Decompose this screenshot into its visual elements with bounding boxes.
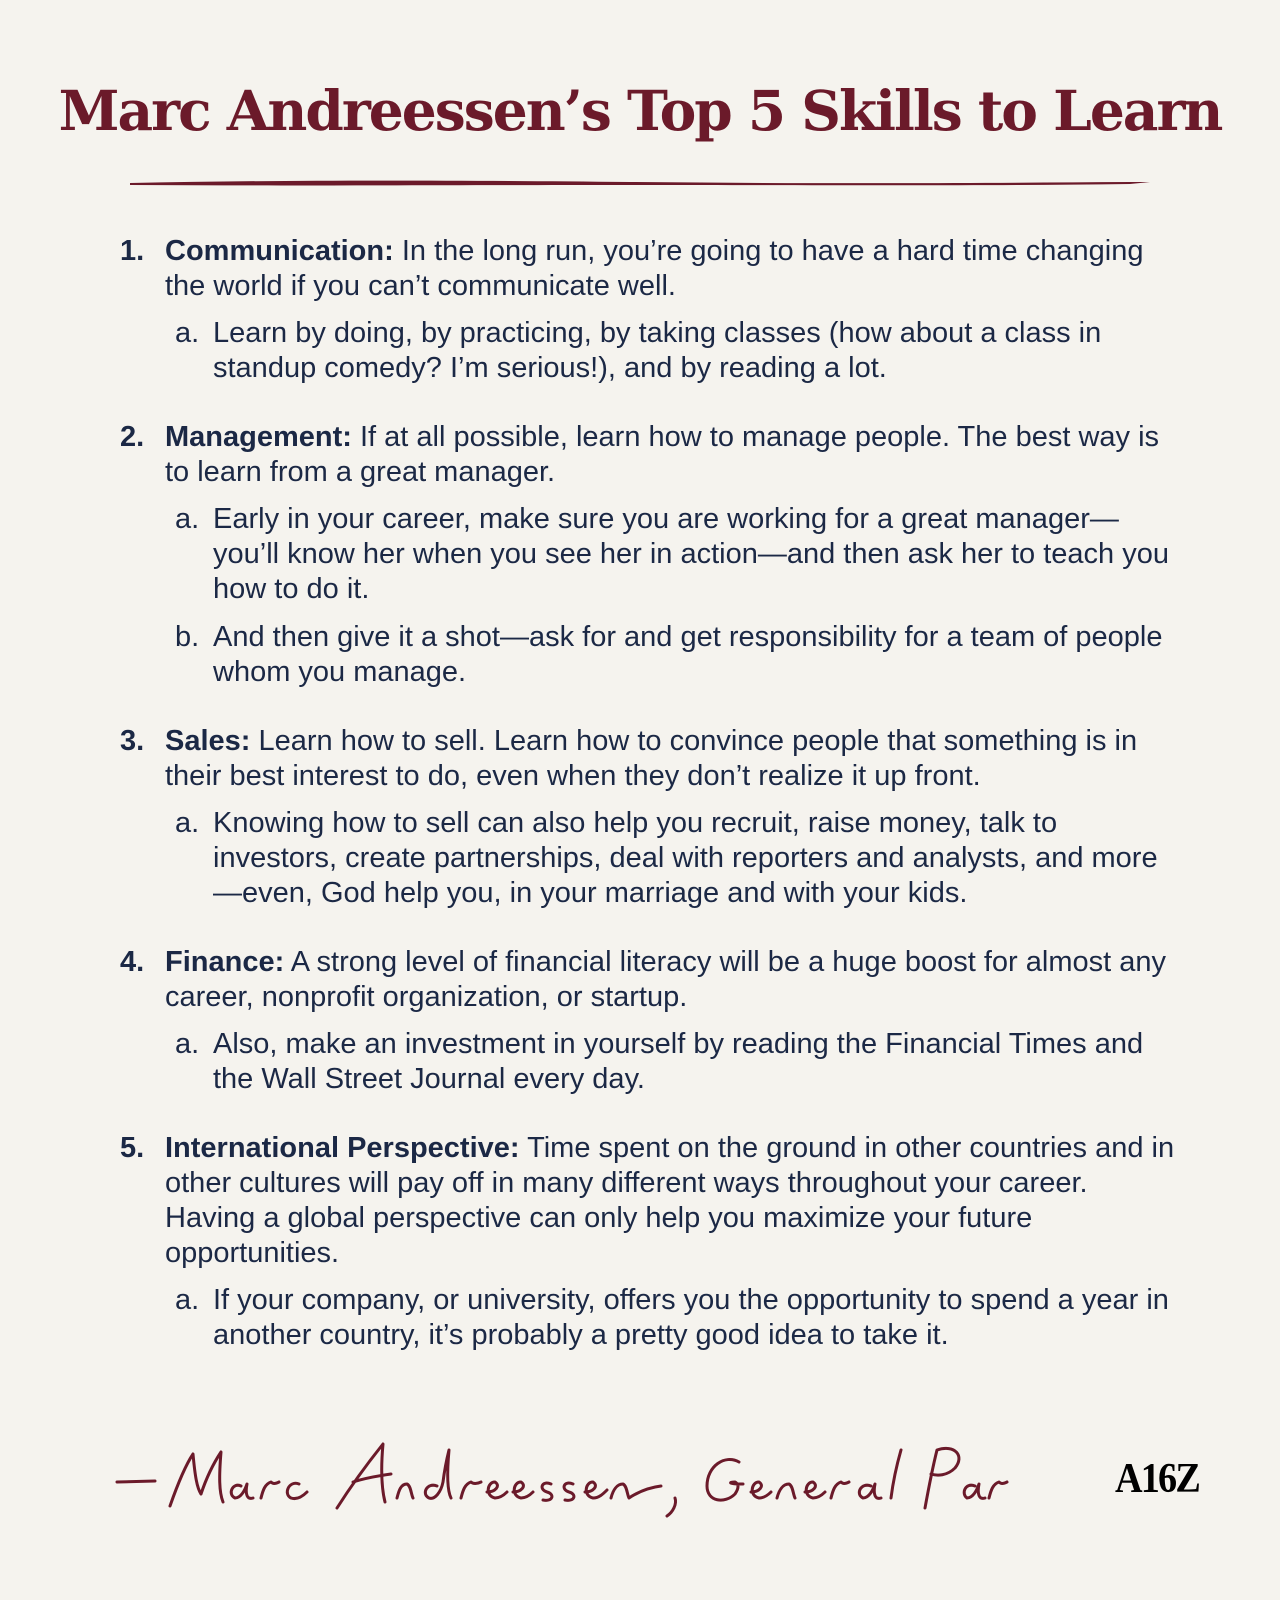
sub-letter: a.	[175, 807, 200, 839]
title-underline	[130, 176, 1150, 190]
logo-text: A16Z	[1115, 1456, 1199, 1502]
a16z-logo	[1112, 1454, 1202, 1502]
item-text	[165, 945, 1180, 1015]
skill-item-sales	[120, 724, 1180, 911]
item-heading: Finance:	[165, 946, 285, 978]
skills-list	[120, 234, 1180, 1387]
item-number: 4.	[120, 946, 145, 978]
item-number: 2.	[120, 421, 145, 453]
item-heading: International Perspective:	[165, 1132, 520, 1164]
handwritten-signature	[115, 1436, 1015, 1526]
skill-item-international-perspective	[120, 1131, 1180, 1353]
item-body: A strong level of financial literacy will be a huge boost for almost any career, nonprofit organization, or startup.	[165, 946, 1167, 1013]
sub-letter: a.	[175, 1284, 200, 1316]
sub-text: Also, make an investment in yourself by reading the Financial Times and the Wall Street Journal every day.	[213, 1028, 1144, 1095]
sub-text: If your company, or university, offers you the opportunity to spend a year in another country, it’s probably a pretty good idea to take it.	[213, 1284, 1169, 1351]
sub-letter: b.	[175, 621, 200, 653]
sub-letter: a.	[175, 317, 200, 349]
item-heading: Management:	[165, 421, 352, 453]
item-text	[165, 724, 1180, 794]
item-body: Learn how to sell. Learn how to convince people that something is in their best interest to do, even when they don’t realize it up front.	[165, 725, 1138, 792]
sub-letter: a.	[175, 503, 200, 535]
sub-text: Knowing how to sell can also help you recruit, raise money, talk to investors, create partnerships, deal with reporters and analysts, and more—even, God help you, in your marriage and with your kids.	[213, 807, 1158, 909]
sub-item	[165, 806, 1180, 911]
sub-list	[165, 1027, 1180, 1097]
sub-text: Early in your career, make sure you are working for a great manager—you’ll know her when you see her in action—and then ask her to teach you how to do it.	[213, 503, 1169, 605]
sub-item	[165, 620, 1180, 690]
skill-item-communication	[120, 234, 1180, 386]
sub-item	[165, 502, 1180, 607]
item-heading: Communication:	[165, 235, 394, 267]
item-body: Time spent on the ground in other countries and in other cultures will pay off in many different ways throughout your career. Having a global perspective can only help you maximize your future opportunities.	[165, 1132, 1175, 1269]
sub-list	[165, 316, 1180, 386]
sub-item	[165, 316, 1180, 386]
page-title: Marc Andreessen’s Top 5 Skills to Learn	[58, 78, 1222, 143]
sub-item	[165, 1027, 1180, 1097]
sub-letter: a.	[175, 1028, 200, 1060]
skill-item-management	[120, 420, 1180, 690]
sub-list	[165, 1283, 1180, 1353]
item-text	[165, 234, 1180, 304]
item-number: 3.	[120, 725, 145, 757]
sub-item	[165, 1283, 1180, 1353]
sub-list	[165, 806, 1180, 911]
item-number: 5.	[120, 1132, 145, 1164]
item-body: In the long run, you’re going to have a hard time changing the world if you can’t communicate well.	[165, 235, 1144, 302]
item-heading: Sales:	[165, 725, 251, 757]
item-text	[165, 420, 1180, 490]
sub-list	[165, 502, 1180, 690]
item-number: 1.	[120, 235, 145, 267]
skill-item-finance	[120, 945, 1180, 1097]
item-text	[165, 1131, 1180, 1271]
sub-text: And then give it a shot—ask for and get responsibility for a team of people whom you manage.	[213, 621, 1163, 688]
sub-text: Learn by doing, by practicing, by taking classes (how about a class in standup comedy? I’m serious!), and by reading a lot.	[213, 317, 1102, 384]
item-body: If at all possible, learn how to manage people. The best way is to learn from a great manager.	[165, 421, 1160, 488]
